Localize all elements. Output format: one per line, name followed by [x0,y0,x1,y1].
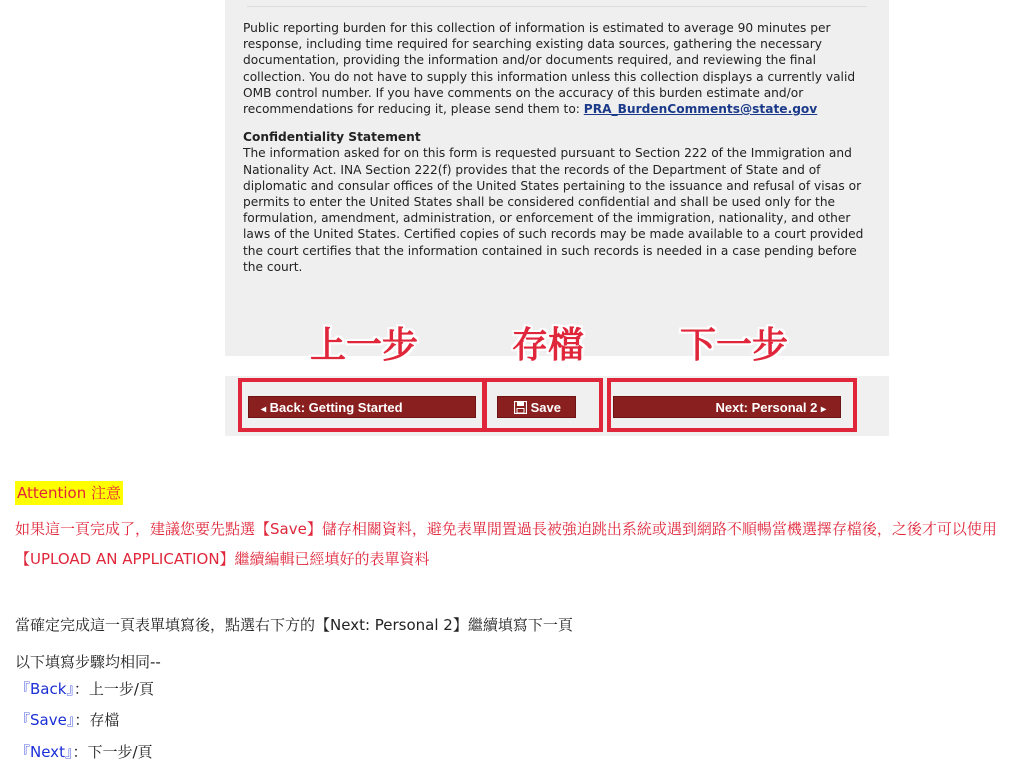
burden-paragraph [243,20,873,117]
save-term: 『Save』 [15,711,75,729]
confidentiality-heading: Confidentiality Statement [243,130,421,145]
prev-step-annotation: 上一步 [310,325,419,366]
next-definition [15,740,153,764]
steps-intro: 以下填寫步驟均相同-- [15,653,161,671]
save-highlight-box [483,378,603,432]
attention-heading: Attention 注意 [15,481,123,505]
save-desc: ：存檔 [74,711,120,729]
next-term: 『Next』 [15,743,73,761]
chevron-left-icon: ◂ [261,404,267,415]
back-definition [15,677,154,701]
confidentiality-paragraph [243,129,873,275]
next-step-annotation: 下一步 [680,325,789,366]
chevron-right-icon: ▸ [820,404,826,415]
next-highlight-box [607,378,857,432]
burden-text: Public reporting burden for this collection of information is estimated to average 90 minutes per response, including time required for searching existing data sources, gathering the necessary documentation, providing the information and/or documents required, and reviewing the final collection. You do not have to supply this information unless this collection displays a currently valid OMB control number. If you have comments on the accuracy of this burden estimate and/or recommendations for reducing it, please send them to: [243,21,856,117]
divider [247,6,867,7]
form-text [243,20,873,275]
burden-email-link[interactable]: PRA_BurdenComments@state.gov [583,102,818,117]
save-button-label: Save [530,400,561,415]
next-button-label: Next: Personal 2 [715,400,818,415]
save-annotation: 存檔 [512,325,585,366]
confidentiality-text: The information asked for on this form is requested pursuant to Section 222 of the Immigration and Nationality Act. INA Section 222(f) provides that the records of the Department of State and of diplomatic and consular offices of the United States pertaining to the issuance and refusal of visas or permits to enter the United States shall be considered confidential and shall be used only for the formulation, amendment, administration, or enforcement of the immigration, nationality, and other laws of the United States. Certified copies of such records may be made available to a court provided the court certifies that the information contained in such records is needed in a case pending before the court. [243,146,864,274]
back-term: 『Back』 [15,680,74,698]
instruction-line: 當確定完成這一頁表單填寫後，點選右下方的【Next: Personal 2】繼續填寫下一頁 [15,616,573,634]
form-panel [225,0,889,356]
back-button-label: Back: Getting Started [269,400,403,415]
form-screenshot [225,0,889,436]
next-desc: ：下一步/頁 [72,743,153,761]
attention-text: 如果這一頁完成了，建議您要先點選【Save】儲存相關資料，避免表單閒置過長被強迫跳出系統或遇到網路不順暢當機選擇存檔後，之後才可以使用【UPLOAD AN APPLICATION】繼續編輯已經填好的表單資料 [15,520,997,568]
save-definition [15,708,119,732]
back-highlight-box [238,378,486,432]
back-desc: ：上一步/頁 [73,680,154,698]
